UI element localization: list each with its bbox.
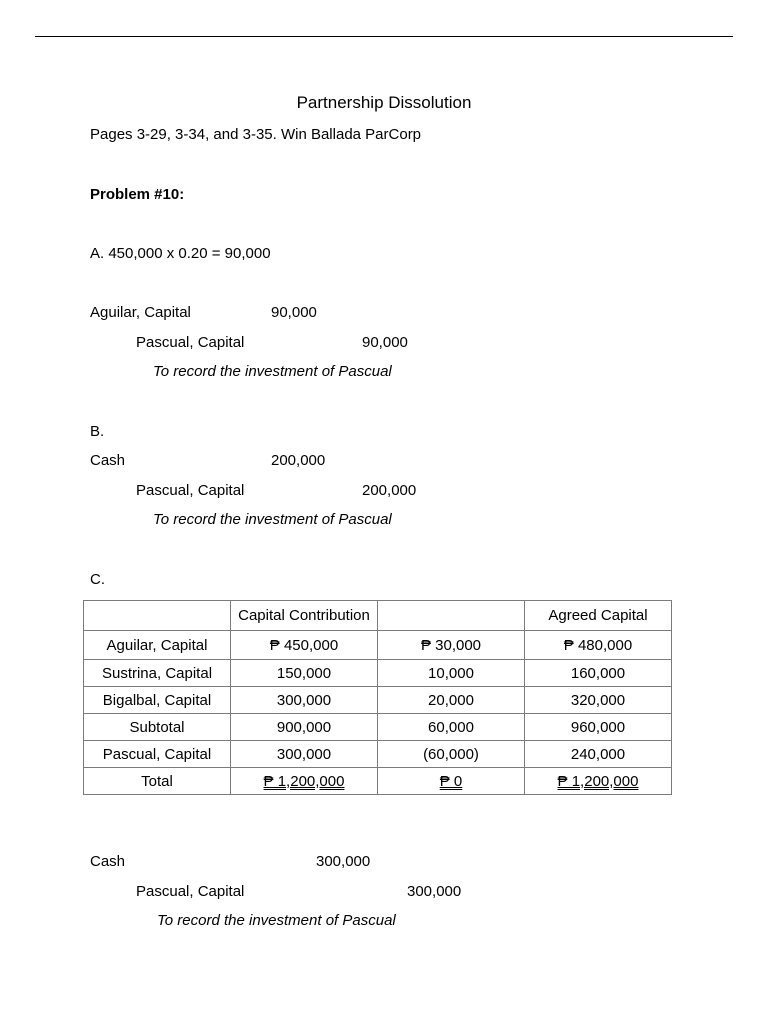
part-b-memo: To record the investment of Pascual bbox=[153, 511, 392, 528]
table-cell: 20,000 bbox=[378, 687, 525, 714]
part-c-credit-amount: 300,000 bbox=[407, 883, 462, 900]
table-cell: Bigalbal, Capital bbox=[84, 687, 231, 714]
table-cell: ₱ 480,000 bbox=[525, 631, 672, 660]
part-a-credit-account: Pascual, Capital bbox=[136, 334, 245, 351]
part-b-debit-account: Cash bbox=[90, 452, 126, 469]
part-c-credit-account: Pascual, Capital bbox=[136, 883, 245, 900]
table-cell: 300,000 bbox=[231, 687, 378, 714]
table-row bbox=[84, 687, 672, 714]
part-b-label: B. bbox=[90, 423, 105, 440]
table-cell: 60,000 bbox=[378, 714, 525, 741]
table-cell: 160,000 bbox=[525, 660, 672, 687]
table-header-cell: Capital Contribution bbox=[231, 601, 378, 631]
page-top-rule bbox=[35, 36, 733, 37]
table-cell bbox=[231, 768, 378, 795]
part-a-debit-amount: 90,000 bbox=[271, 304, 317, 321]
part-b-credit-account: Pascual, Capital bbox=[136, 482, 245, 499]
table-cell: (60,000) bbox=[378, 741, 525, 768]
table-cell: 960,000 bbox=[525, 714, 672, 741]
total-value: ₱ 0 bbox=[439, 772, 463, 790]
table-cell: 240,000 bbox=[525, 741, 672, 768]
problem-heading: Problem #10: bbox=[90, 186, 185, 203]
table-cell bbox=[525, 768, 672, 795]
part-c-debit-account: Cash bbox=[90, 853, 126, 870]
table-cell: 10,000 bbox=[378, 660, 525, 687]
part-a-credit-amount: 90,000 bbox=[362, 334, 408, 351]
table-cell: Subtotal bbox=[84, 714, 231, 741]
part-b-credit-amount: 200,000 bbox=[362, 482, 417, 499]
table-cell: 300,000 bbox=[231, 741, 378, 768]
total-value: ₱ 1,200,000 bbox=[263, 772, 345, 790]
table-row bbox=[84, 741, 672, 768]
table-cell: ₱ 30,000 bbox=[378, 631, 525, 660]
part-a-debit-account: Aguilar, Capital bbox=[90, 304, 191, 321]
table-cell bbox=[378, 768, 525, 795]
table-row bbox=[84, 660, 672, 687]
document-title: Partnership Dissolution bbox=[296, 93, 472, 112]
table-cell: Aguilar, Capital bbox=[84, 631, 231, 660]
table-header-cell: Agreed Capital bbox=[525, 601, 672, 631]
part-c-label: C. bbox=[90, 571, 105, 588]
table-row bbox=[84, 631, 672, 660]
part-c-memo: To record the investment of Pascual bbox=[157, 912, 396, 929]
table-cell: Sustrina, Capital bbox=[84, 660, 231, 687]
part-b-debit-amount: 200,000 bbox=[271, 452, 326, 469]
table-header-cell bbox=[84, 601, 231, 631]
table-cell: Pascual, Capital bbox=[84, 741, 231, 768]
table-cell: 900,000 bbox=[231, 714, 378, 741]
table-row bbox=[84, 714, 672, 741]
total-value: ₱ 1,200,000 bbox=[557, 772, 639, 790]
part-a-computation: A. 450,000 x 0.20 = 90,000 bbox=[90, 245, 271, 262]
table-header-row bbox=[84, 601, 672, 631]
capital-table bbox=[83, 600, 672, 795]
table-cell: Total bbox=[84, 768, 231, 795]
document-subtitle: Pages 3-29, 3-34, and 3-35. Win Ballada ParCorp bbox=[90, 126, 422, 143]
table-total-row bbox=[84, 768, 672, 795]
table-cell: 150,000 bbox=[231, 660, 378, 687]
part-c-debit-amount: 300,000 bbox=[316, 853, 371, 870]
table-cell: 320,000 bbox=[525, 687, 672, 714]
table-cell: ₱ 450,000 bbox=[231, 631, 378, 660]
part-a-memo: To record the investment of Pascual bbox=[153, 363, 392, 380]
table-header-cell bbox=[378, 601, 525, 631]
